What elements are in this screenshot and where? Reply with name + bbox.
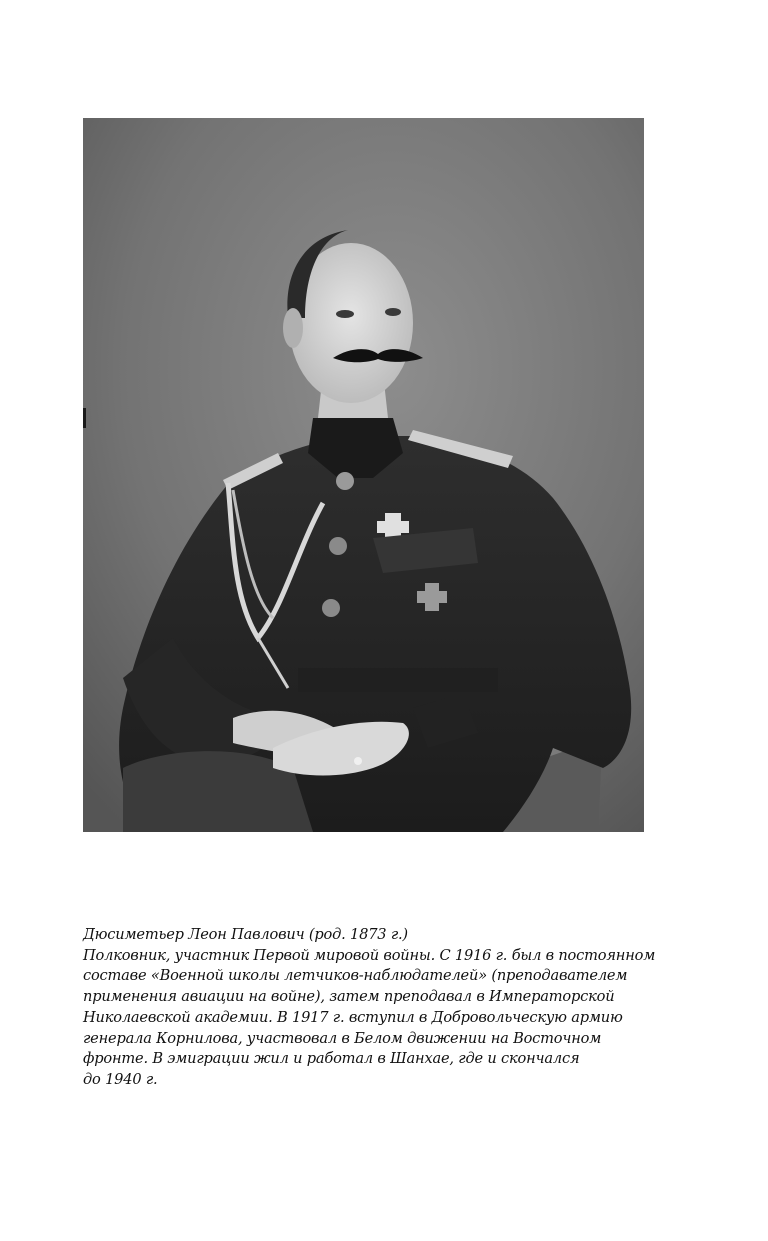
caption-line: Полковник, участник Первой мировой войны. С 1916 г. был в постоянном [83, 946, 656, 964]
caption-line: применения авиации на войне), затем преподавал в Императорской [83, 988, 615, 1006]
photo-caption [83, 925, 683, 1091]
portrait-image [83, 118, 644, 832]
caption-line: генерала Корнилова, участвовал в Белом движении на Восточном [83, 1029, 602, 1047]
caption-line: составе «Военной школы летчиков-наблюдателей» (преподавателем [83, 967, 628, 985]
portrait-photo [83, 118, 644, 832]
caption-line: до 1940 г. [83, 1070, 158, 1088]
caption-title: Дюсиметьер Леон Павлович (род. 1873 г.) [83, 926, 408, 943]
caption-line: Николаевской академии. В 1917 г. вступил в Добровольческую армию [83, 1008, 623, 1026]
caption-line: фронте. В эмиграции жил и работал в Шанхае, где и скончался [83, 1050, 580, 1068]
